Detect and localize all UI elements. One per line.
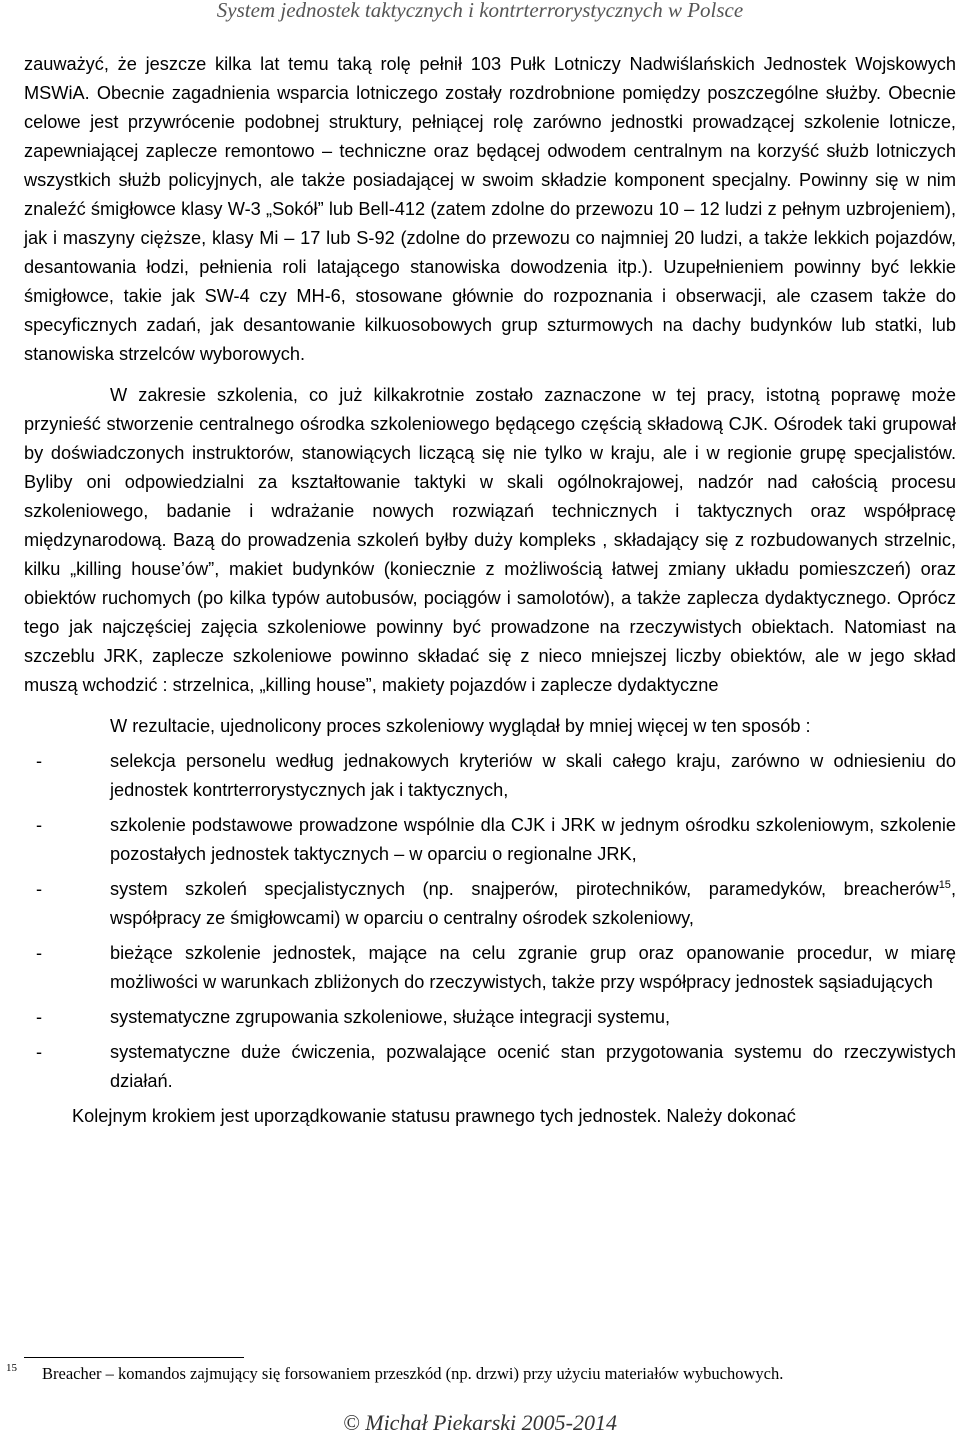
list-item-text: szkolenie podstawowe prowadzone wspólnie dla CJK i JRK w jednym ośrodku szkoleniowym, szkolenie pozostałych jednostek taktycznych – w oparciu o regionalne JRK, bbox=[110, 815, 956, 864]
footnote-text: Breacher – komandos zajmujący się forsowaniem przeszkód (np. drzwi) przy użyciu materiałów wybuchowych. bbox=[42, 1364, 784, 1383]
list-item-text: systematyczne duże ćwiczenia, pozwalające ocenić stan przygotowania systemu do rzeczywistych działań. bbox=[110, 1042, 956, 1091]
list-item bbox=[24, 747, 956, 805]
list-item-text-continued: , współpracy ze śmigłowcami) w oparciu o centralny ośrodek szkoleniowy, bbox=[110, 879, 956, 928]
list-dash: - bbox=[36, 751, 43, 771]
list-item bbox=[24, 875, 956, 933]
list-item bbox=[24, 1038, 956, 1096]
list-dash: - bbox=[36, 879, 43, 899]
paragraph-legal-status: Kolejnym krokiem jest uporządkowanie statusu prawnego tych jednostek. Należy dokonać bbox=[72, 1106, 796, 1126]
footnote-number: 15 bbox=[6, 1362, 17, 1374]
training-process-list bbox=[24, 747, 956, 1096]
list-item-text: systematyczne zgrupowania szkoleniowe, służące integracji systemu, bbox=[110, 1007, 671, 1027]
list-item bbox=[24, 939, 956, 997]
page-header: System jednostek taktycznych i kontrterrorystycznych w Polsce bbox=[216, 0, 744, 22]
paragraph-aviation-support: zauważyć, że jeszcze kilka lat temu taką rolę pełnił 103 Pułk Lotniczy Nadwiślańskich Jednostek Wojskowych MSWiA. Obecnie zagadnienia wsparcia lotniczego zostały rozdrobnione pomiędzy poszczególne służby. Obecnie celowe jest przywrócenie podobnej struktury, pełniącej rolę zarówno jednostki prowadzącej szkolenie lotnicze, zapewniającej zaplecze remontowo – techniczne oraz będącej odwodem centralnym na korzyść służb lotniczych wszystkich służb policyjnych, ale także posiadającej w swoim składzie komponent specjalny. Powinny się w nim znaleźć śmigłowce klasy W-3 „Sokół” lub Bell-412 (zatem zdolne do przewozu 10 – 12 ludzi z pełnym uzbrojeniem), jak i maszyny cięższe, klasy Mi – 17 lub S-92 (zdolne do przewozu co najmniej 20 ludzi, a także lekkich pojazdów, desantowania łodzi, pełnienia roli latającego stanowiska dowodzenia itp.). Uzupełnieniem powinny być lekkie śmigłowce, takie jak SW-4 czy MH-6, stosowane głównie do rozpoznania i obserwacji, ale czasem także do specyficznych zadań, jak desantowanie kilkuosobowych grup szturmowych na dachy budynków lub statki, lub stanowiska strzelców wyborowych. bbox=[24, 54, 956, 364]
footnote-reference[interactable]: 15 bbox=[938, 878, 951, 891]
page-footer-copyright: © Michał Piekarski 2005-2014 bbox=[343, 1410, 617, 1435]
document-body bbox=[24, 50, 956, 1131]
paragraph-training-center: W zakresie szkolenia, co już kilkakrotnie zostało zaznaczone w tej pracy, istotną poprawę może przynieść stworzenie centralnego ośrodka szkoleniowego będącego częścią składową CJK. Ośrodek taki grupował by doświadczonych instruktorów, stanowiących liczącą się nie tylko w kraju, ale i w regionie grupę specjalistów. Byliby oni odpowiedzialni za kształtowanie taktyki w skali ogólnokrajowej, nadzór nad całością procesu szkoleniowego, badanie i wdrażanie nowych rozwiązań technicznych i taktycznych oraz współpracę międzynarodową. Bazą do prowadzenia szkoleń byłby duży kompleks , składający się z rozbudowanych strzelnic, kilku „killing house’ów”, makiet budynków (koniecznie z możliwością łatwej zmiany układu pomieszczeń) oraz obiektów ruchomych (po kilka typów autobusów, pociągów i samolotów), a także zaplecza dydaktycznego. Oprócz tego jak najczęściej zajęcia szkoleniowe powinny być prowadzone na rzeczywistych obiektach. Natomiast na szczeblu JRK, zaplecze szkoleniowe powinno składać się z nieco mniejszej liczby obiektów, ale w jego skład muszą wchodzić : strzelnica, „killing house”, makiety pojazdów i zaplecze dydaktyczne bbox=[24, 385, 956, 695]
paragraph-training-process-intro: W rezultacie, ujednolicony proces szkoleniowy wyglądał by mniej więcej w ten sposób : bbox=[110, 716, 811, 736]
list-item-text: bieżące szkolenie jednostek, mające na celu zgranie grup oraz opanowanie procedur, w miarę możliwości w warunkach zbliżonych do rzeczywistych, także przy współpracy jednostek sąsiadujących bbox=[110, 943, 956, 992]
list-item bbox=[24, 811, 956, 869]
footnote-divider bbox=[24, 1357, 244, 1358]
list-item bbox=[24, 1003, 956, 1032]
list-dash: - bbox=[36, 1007, 43, 1027]
list-dash: - bbox=[36, 1042, 43, 1062]
list-dash: - bbox=[36, 943, 43, 963]
list-item-text: system szkoleń specjalistycznych (np. snajperów, pirotechników, paramedyków, breacherów bbox=[110, 879, 939, 899]
list-item-text: selekcja personelu według jednakowych kryteriów w skali całego kraju, zarówno w odniesieniu do jednostek kontrterrorystycznych jak i taktycznych, bbox=[110, 751, 956, 800]
list-dash: - bbox=[36, 815, 43, 835]
